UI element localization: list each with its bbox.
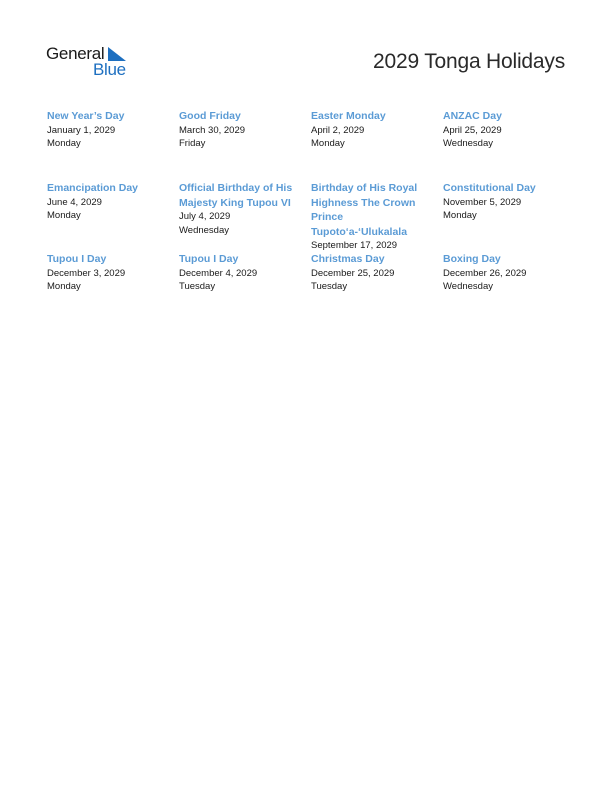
holiday-item — [311, 109, 431, 151]
holiday-item — [179, 181, 297, 237]
holiday-item — [443, 109, 563, 151]
page-title: 2029 Tonga Holidays — [373, 50, 565, 73]
holiday-item — [47, 109, 167, 151]
holiday-weekday: Tuesday — [311, 281, 348, 292]
holiday-date: September 17, 2029 — [311, 240, 398, 251]
holiday-date: December 25, 2029 — [311, 267, 395, 279]
holiday-name: Boxing Day — [443, 253, 501, 265]
holiday-name: Official Birthday of His Majesty King Tupou VI — [179, 182, 293, 209]
holiday-date: December 3, 2029 — [47, 267, 126, 279]
holiday-name: Tupou I Day — [47, 253, 107, 265]
holiday-item — [47, 181, 167, 223]
holiday-weekday: Wednesday — [443, 138, 493, 149]
holiday-name: Birthday of His Royal Highness The Crown Prince Tupoto‘a-‘Ulukalala — [311, 182, 418, 238]
logo-flag-icon — [108, 47, 126, 61]
holiday-item — [443, 252, 563, 294]
holiday-date: April 2, 2029 — [311, 124, 365, 136]
holiday-weekday: Monday — [47, 138, 81, 149]
logo-word-general: General — [46, 44, 105, 63]
holiday-item — [311, 181, 421, 253]
holiday-item — [47, 252, 167, 294]
holiday-name: Easter Monday — [311, 110, 386, 122]
holiday-date: December 26, 2029 — [443, 267, 527, 279]
holiday-date: December 4, 2029 — [179, 267, 258, 279]
holiday-date: March 30, 2029 — [179, 124, 246, 136]
holiday-weekday: Monday — [311, 138, 345, 149]
holiday-name: Constitutional Day — [443, 182, 536, 194]
holiday-date: June 4, 2029 — [47, 196, 102, 208]
holiday-weekday: Monday — [443, 210, 477, 221]
holiday-item — [443, 181, 563, 223]
holiday-item — [179, 252, 299, 294]
holiday-weekday: Monday — [47, 281, 81, 292]
holiday-weekday: Wednesday — [443, 281, 493, 292]
holiday-item — [311, 252, 431, 294]
holiday-name: Emancipation Day — [47, 182, 139, 194]
holiday-date: April 25, 2029 — [443, 124, 502, 136]
holiday-date: July 4, 2029 — [179, 211, 231, 222]
holiday-weekday: Monday — [47, 210, 81, 221]
holiday-name: ANZAC Day — [443, 110, 502, 122]
generalblue-logo — [46, 44, 136, 80]
holiday-name: New Year’s Day — [47, 110, 125, 122]
holiday-weekday: Friday — [179, 138, 206, 149]
holiday-name: Christmas Day — [311, 253, 385, 265]
logo-word-blue: Blue — [93, 60, 126, 79]
holiday-weekday: Tuesday — [179, 281, 216, 292]
holiday-date: January 1, 2029 — [47, 124, 116, 136]
holiday-weekday: Wednesday — [179, 224, 229, 236]
holiday-item — [179, 109, 299, 151]
holiday-date: November 5, 2029 — [443, 196, 522, 208]
holiday-name: Tupou I Day — [179, 253, 239, 265]
holiday-name: Good Friday — [179, 110, 241, 122]
